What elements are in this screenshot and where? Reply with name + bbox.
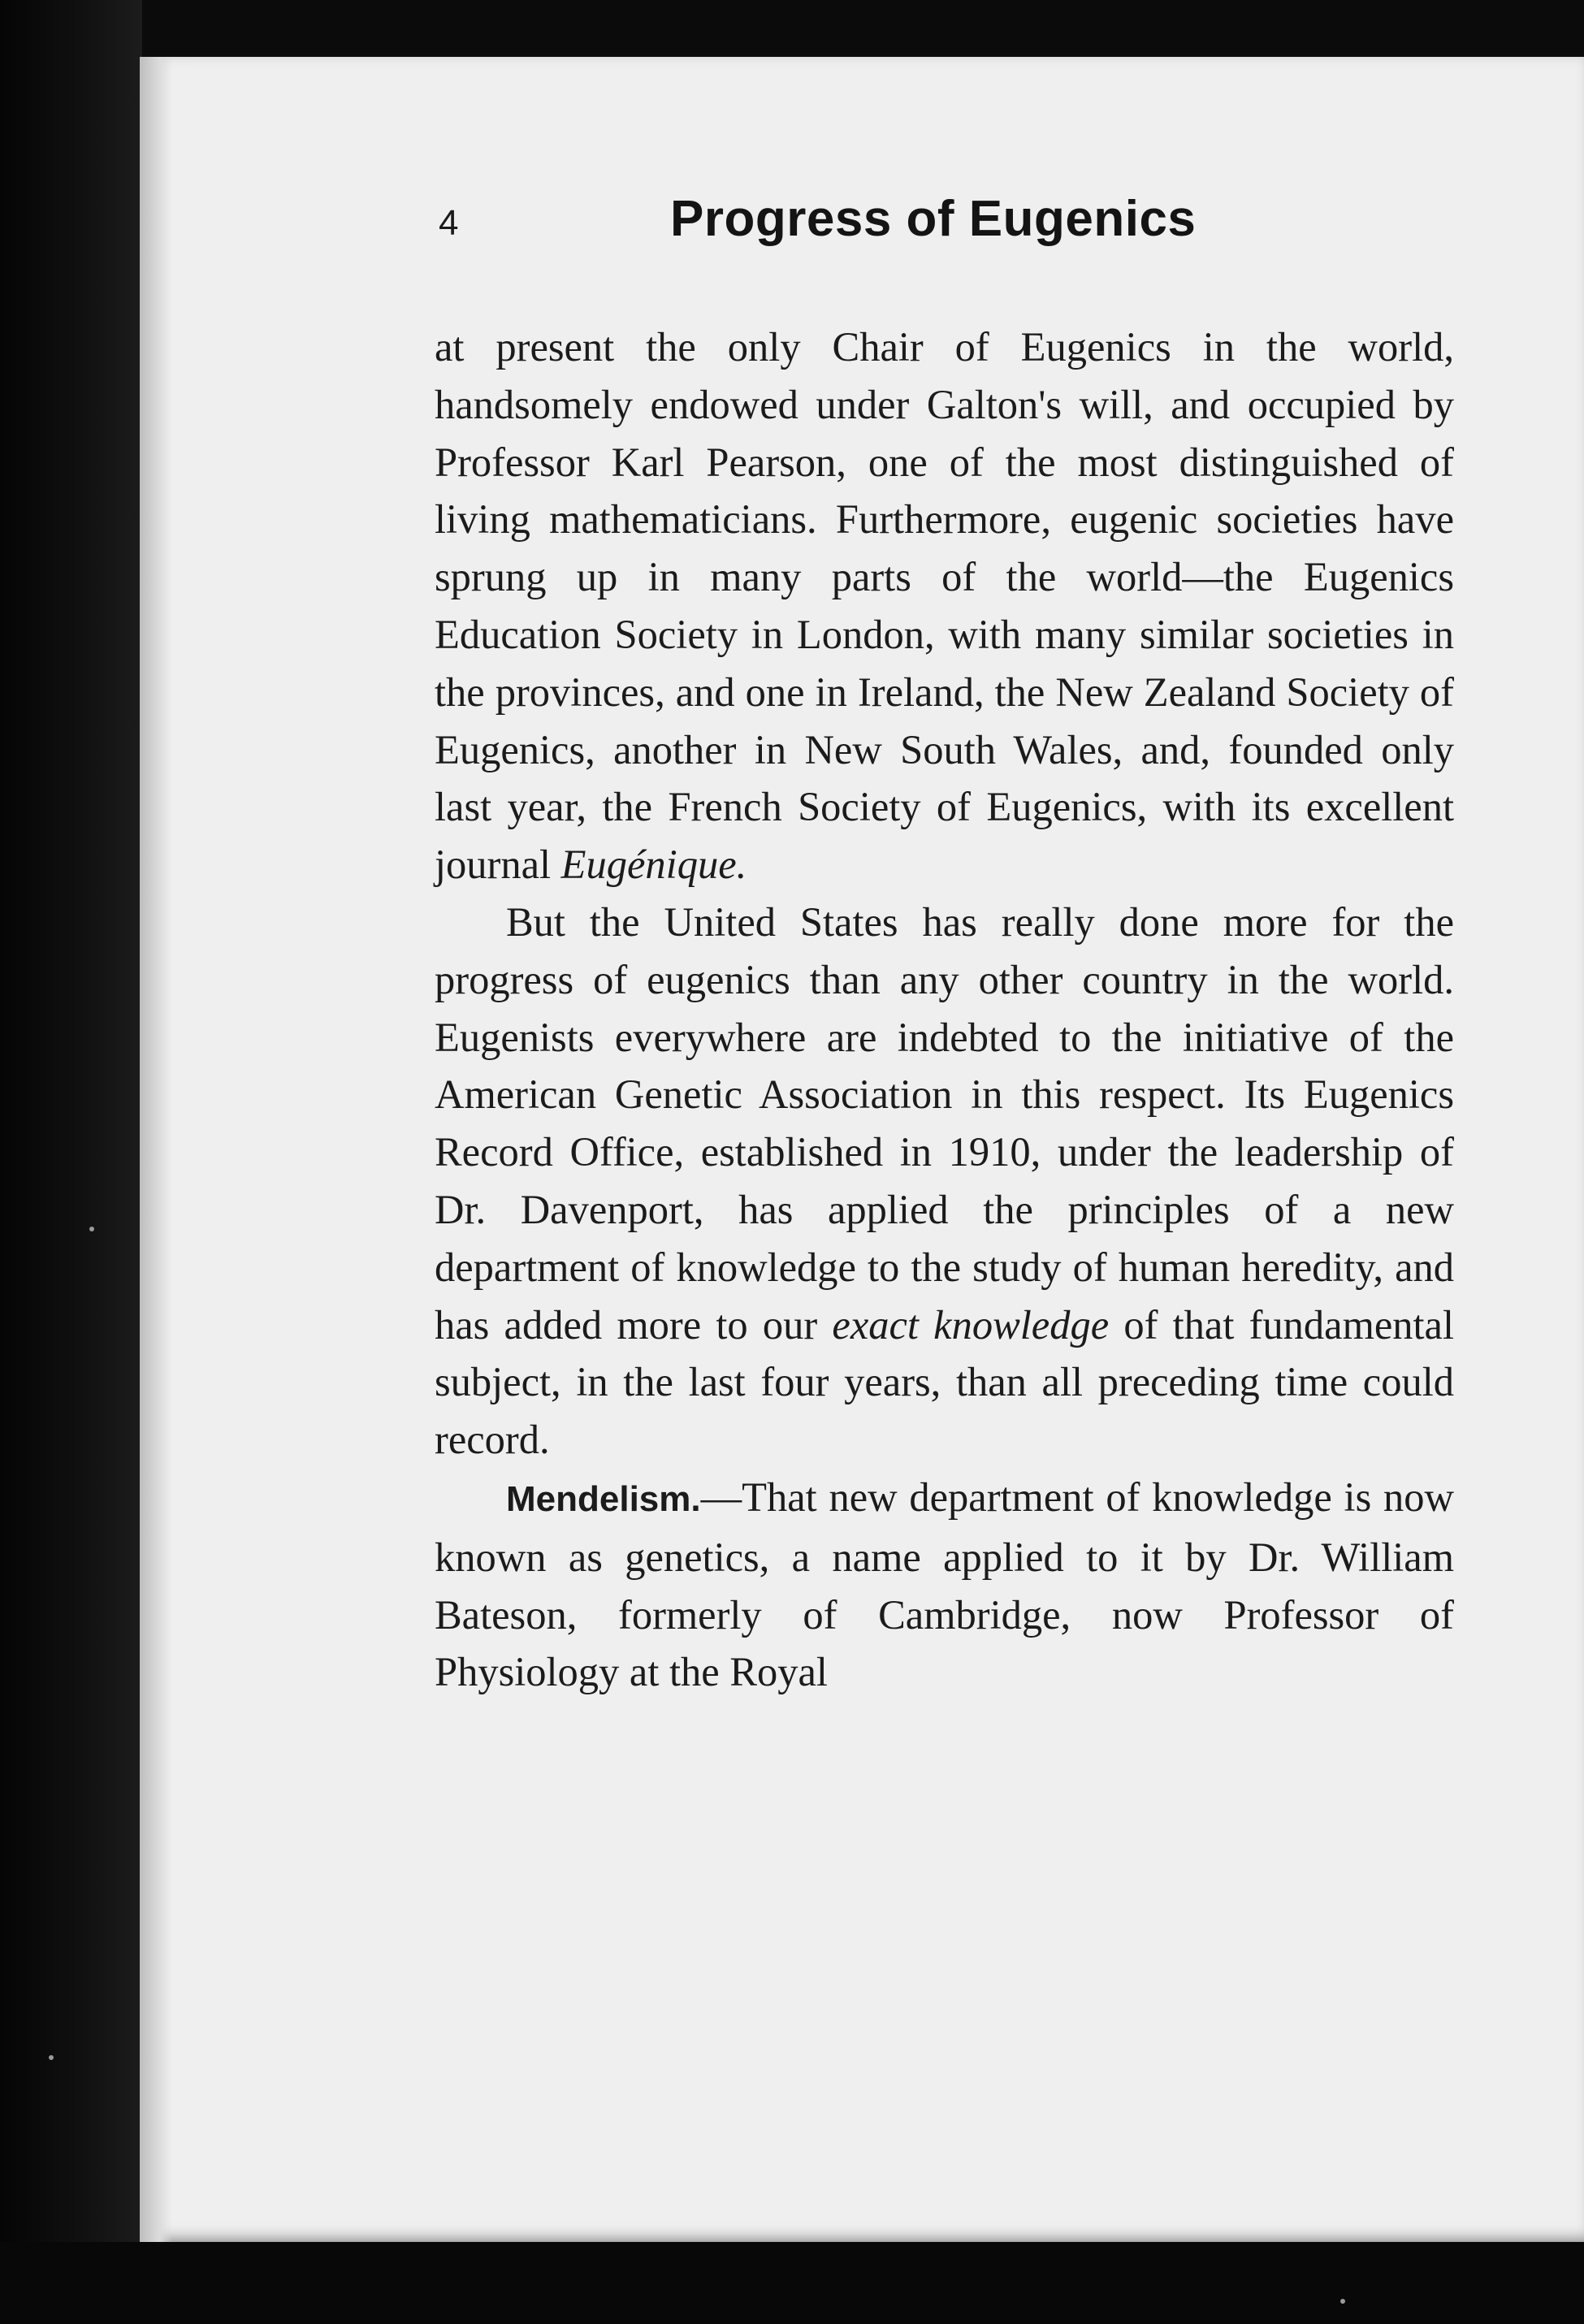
running-head — [301, 185, 1210, 283]
page-binding-shadow — [140, 57, 172, 2242]
emphasis-text: exact knowledge — [832, 1301, 1110, 1348]
section-side-heading: Mendelism. — [506, 1478, 701, 1519]
scan-border-bottom — [0, 2242, 1584, 2324]
body-text — [435, 318, 1454, 1701]
paragraph — [435, 894, 1454, 1469]
running-title: Progress of Eugenics — [670, 191, 1197, 247]
paragraph — [435, 318, 1454, 894]
paragraph-text: of that fundamental subject, in the last four years, than all preceding time could record. — [435, 1301, 1455, 1463]
paragraph — [435, 1469, 1454, 1701]
journal-title: Eugénique. — [560, 842, 747, 888]
scan-speck — [89, 1227, 94, 1231]
scan-speck — [1340, 2299, 1345, 2304]
page-number: 4 — [439, 203, 459, 243]
paragraph-text: But the United States has really done more for the progress of eugenics than any other country in the world. Eugenists everywhere are indebted to the initiative of the American Genetic Association in this respect. Its Eugenics Record Office, established in 1910, under the leadership of Dr. Davenport, has applied the principles of a new department of knowledge to the study of human heredity, and has added more to our — [435, 898, 1454, 1348]
scan-border-left — [0, 0, 142, 2324]
paragraph-text: —That new department of knowledge is now known as genetics, a name applied to it by Dr. William Bateson, formerly of Cambridge, now Professor of Physiology at the Royal — [435, 1474, 1454, 1695]
paragraph-text: at present the only Chair of Eugenics in the world, handsomely endowed under Galton's will, and occupied by Professor Karl Pearson, one of the most distinguished of living mathematicians. Furthermore, eugenic societies have sprung up in many parts of the world—the Eugenics Education Society in London, with many similar societies in the provinces, and one in Ireland, the New Zealand Society of Eugenics, another in New South Wales, and, founded only last year, the French Society of Eugenics, with its excellent journal — [435, 324, 1454, 888]
scan-speck — [49, 2055, 54, 2060]
